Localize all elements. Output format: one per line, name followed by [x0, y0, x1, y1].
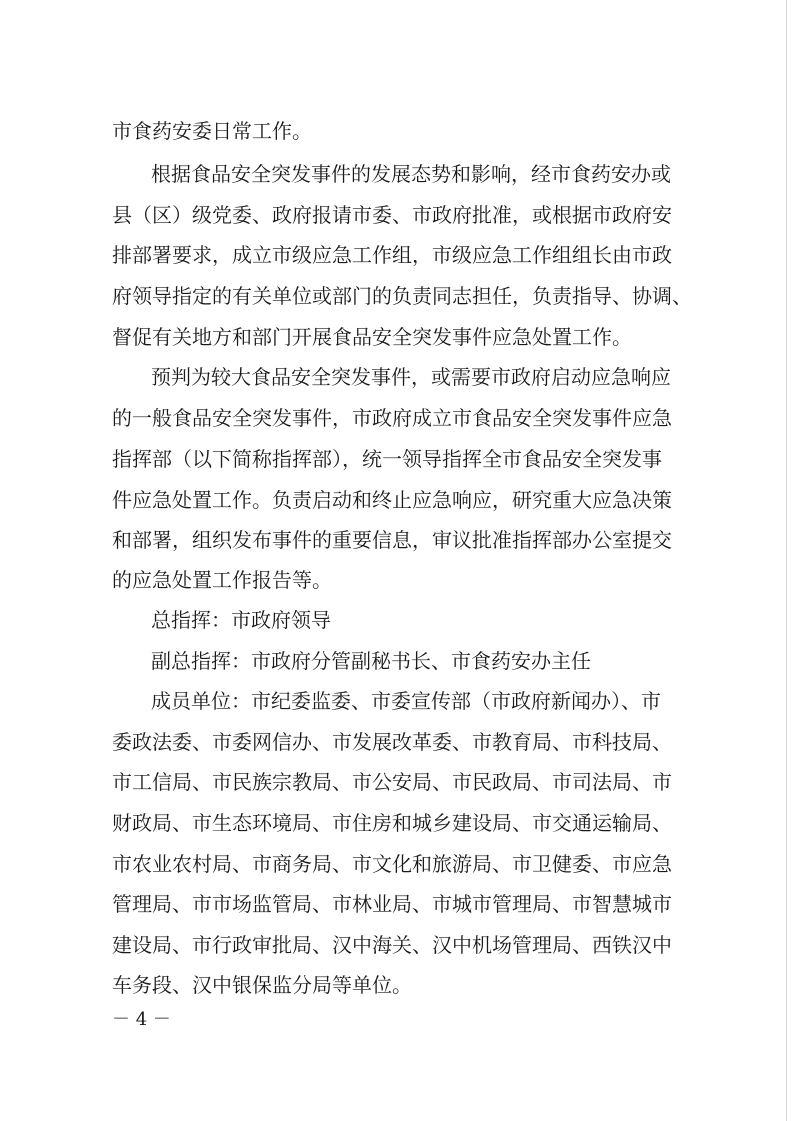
paragraph-line: 财政局、市生态环境局、市住房和城乡建设局、市交通运输局、	[112, 811, 672, 835]
commander-line: 总指挥：市政府领导	[151, 608, 331, 632]
paragraph-line: 管理局、市市场监管局、市林业局、市城市管理局、市智慧城市	[112, 892, 672, 916]
paragraph-line: 指挥部（以下简称指挥部），统一领导指挥全市食品安全突发事	[112, 447, 662, 471]
paragraph-line: 的应急处置工作报告等。	[112, 568, 332, 592]
paragraph-line: 预判为较大食品安全突发事件，或需要市政府启动应急响应	[151, 365, 671, 389]
paragraph-line: 督促有关地方和部门开展食品安全突发事件应急处置工作。	[112, 325, 632, 349]
page-number: － 4 －	[112, 1009, 171, 1030]
paragraph-line: 府领导指定的有关单位或部门的负责同志担任，负责指导、协调、	[112, 284, 692, 308]
paragraph-line: 根据食品安全突发事件的发展态势和影响，经市食药安办或	[151, 162, 671, 186]
member-units-line: 成员单位：市纪委监委、市委宣传部（市政府新闻办）、市	[151, 689, 661, 713]
paragraph-line: 县（区）级党委、政府报请市委、市政府批准，或根据市政府安	[112, 203, 672, 227]
paragraph-line: 市农业农村局、市商务局、市文化和旅游局、市卫健委、市应急	[112, 852, 672, 876]
scan-edge-divider	[786, 0, 787, 1121]
paragraph-line: 市工信局、市民族宗教局、市公安局、市民政局、市司法局、市	[112, 770, 672, 794]
paragraph-line: 车务段、汉中银保监分局等单位。	[112, 973, 412, 997]
paragraph-line: 和部署，组织发布事件的重要信息，审议批准指挥部办公室提交	[112, 528, 672, 552]
deputy-commander-line: 副总指挥：市政府分管副秘书长、市食药安办主任	[151, 649, 591, 673]
paragraph-line: 件应急处置工作。负责启动和终止应急响应，研究重大应急决策	[112, 488, 672, 512]
paragraph-line: 委政法委、市委网信办、市发展改革委、市教育局、市科技局、	[112, 730, 672, 754]
paragraph-line: 建设局、市行政审批局、汉中海关、汉中机场管理局、西铁汉中	[112, 933, 672, 957]
paragraph-line: 市食药安委日常工作。	[112, 119, 312, 143]
paragraph-line: 排部署要求，成立市级应急工作组，市级应急工作组组长由市政	[112, 243, 672, 267]
paragraph-line: 的一般食品安全突发事件，市政府成立市食品安全突发事件应急	[112, 406, 672, 430]
